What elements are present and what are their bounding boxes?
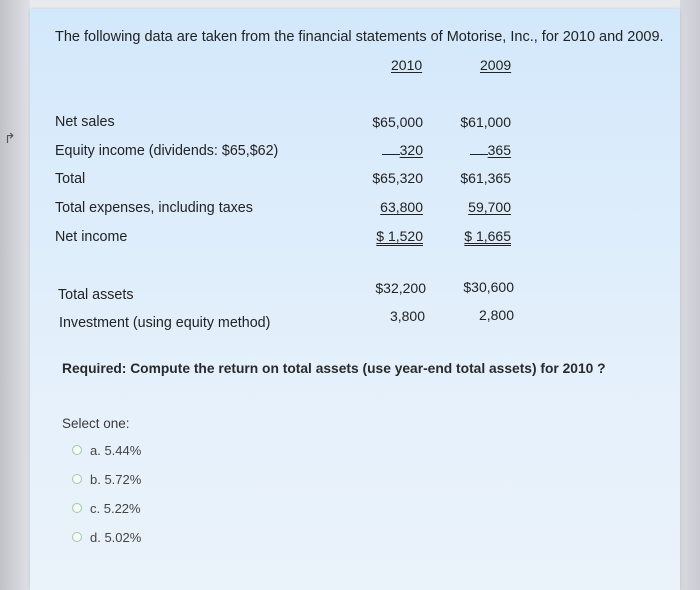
value-equity-income-2009: 365 — [431, 141, 511, 158]
value-net-income-2010: $ 1,520 — [376, 228, 423, 244]
value-equity-income-2010: 320 — [343, 141, 423, 158]
row-label-total: Total — [55, 171, 86, 187]
option-label: b. 5.72% — [90, 471, 142, 487]
value-total-expenses-2010: 63,800 — [380, 199, 423, 215]
value-total-2009: $61,365 — [460, 170, 511, 186]
row-label-total-assets: Total assets — [58, 287, 134, 303]
row-label-net-income: Net income — [55, 229, 128, 245]
value-net-sales-2009: $61,000 — [460, 114, 511, 130]
cursor-mark-icon: ↱ — [4, 130, 16, 146]
year-header-2010: 2010 — [391, 57, 423, 73]
required-question: Required: Compute the return on total assets (use year-end total assets) for 2010 ? — [62, 361, 606, 376]
row-label-investment: Investment (using equity method) — [59, 315, 271, 331]
radio-button-icon[interactable] — [72, 503, 82, 513]
value-total-expenses-2009: 59,700 — [468, 199, 511, 215]
value-total-assets-2010: $32,200 — [375, 280, 426, 296]
answer-option-c[interactable] — [72, 499, 141, 517]
answer-option-a[interactable] — [72, 441, 141, 459]
value-investment-2010: 3,800 — [389, 308, 425, 324]
radio-button-icon[interactable] — [72, 474, 82, 484]
value-total-2010: $65,320 — [372, 170, 423, 186]
answer-option-b[interactable] — [72, 470, 141, 488]
background-right-strip — [680, 0, 700, 590]
option-label: c. 5.22% — [90, 500, 141, 516]
value-investment-2009: 2,800 — [478, 307, 514, 323]
row-label-equity-income: Equity income (dividends: $65,$62) — [55, 143, 279, 159]
value-total-assets-2009: $30,600 — [463, 279, 514, 295]
answer-option-d[interactable] — [72, 528, 141, 546]
value-net-income-2009: $ 1,665 — [464, 228, 511, 244]
radio-button-icon[interactable] — [72, 532, 82, 542]
option-label: a. 5.44% — [90, 442, 142, 458]
option-label: d. 5.02% — [90, 529, 142, 545]
background-left-strip — [0, 0, 30, 590]
row-label-net-sales: Net sales — [55, 114, 115, 130]
select-one-label: Select one: — [62, 416, 130, 431]
radio-button-icon[interactable] — [72, 445, 82, 455]
question-intro: The following data are taken from the financial statements of Motorise, Inc., for 2010 and 2009. — [55, 29, 664, 45]
value-net-sales-2010: $65,000 — [372, 114, 423, 130]
row-label-total-expenses: Total expenses, including taxes — [55, 200, 253, 216]
year-header-2009: 2009 — [480, 57, 512, 73]
